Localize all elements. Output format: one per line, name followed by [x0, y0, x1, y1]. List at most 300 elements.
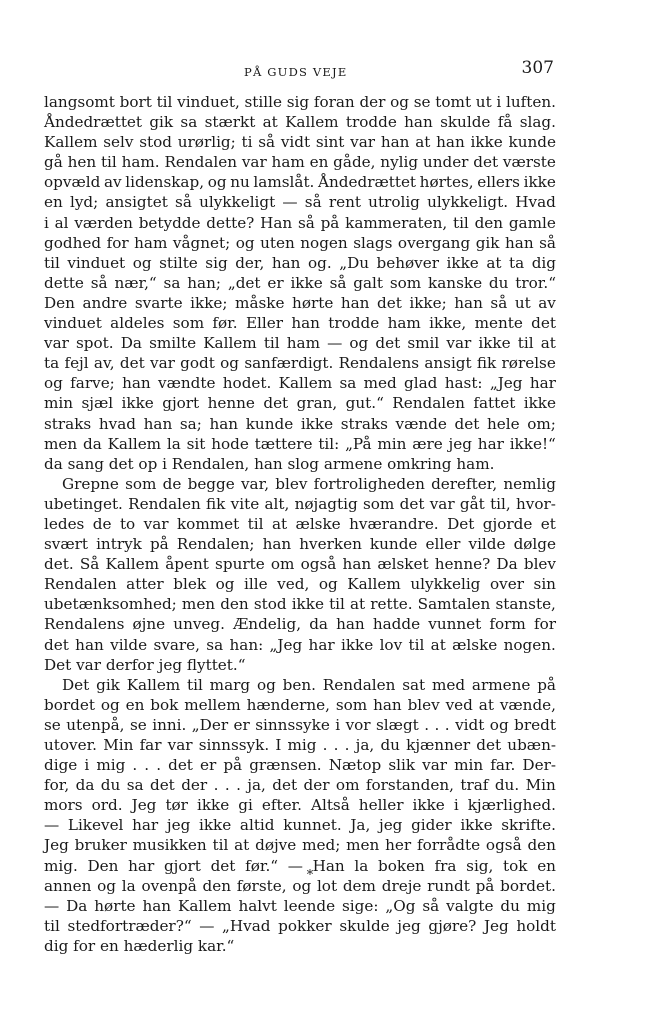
word: kjænner — [406, 736, 471, 754]
word: han — [373, 695, 402, 714]
word: kanske — [428, 273, 483, 292]
word: far — [139, 736, 162, 754]
word: rette. — [370, 595, 413, 614]
word: den — [202, 876, 232, 895]
word: så — [90, 273, 108, 292]
word: var — [143, 514, 169, 533]
word: sat — [402, 675, 426, 694]
word: forrådte — [416, 836, 481, 855]
word: Min — [103, 736, 134, 754]
word: om; — [527, 414, 556, 433]
text-line — [44, 735, 556, 755]
word: foran — [313, 93, 355, 111]
line-text: da sang det op i Rendalen, han slog armene omkring ham. — [44, 454, 495, 473]
word: lov — [379, 635, 403, 654]
word: så — [329, 273, 347, 292]
word: værste — [502, 153, 556, 172]
word: . — [434, 715, 440, 734]
word: . — [213, 776, 219, 795]
word: vågnet; — [172, 233, 231, 252]
word: andre — [82, 293, 128, 312]
word: fik — [476, 354, 497, 373]
word: til — [517, 334, 534, 353]
word: og — [100, 695, 120, 714]
word: halvt — [238, 896, 277, 915]
word: Likevel — [67, 816, 124, 835]
word: med — [431, 675, 466, 694]
word: Altså — [311, 796, 350, 815]
word: la — [121, 876, 136, 895]
word: av, — [93, 354, 115, 373]
word: det — [399, 494, 425, 513]
word: gik — [475, 233, 500, 252]
word: se — [44, 715, 61, 734]
word: stærkt — [204, 113, 256, 132]
word: det — [263, 394, 289, 413]
word: dig — [531, 253, 556, 272]
word: så — [297, 213, 315, 232]
word: jeg — [378, 816, 403, 835]
word: ta — [44, 354, 60, 373]
word: vor — [345, 715, 371, 734]
word: Kallem — [126, 675, 181, 694]
word: langsomt — [44, 93, 115, 111]
word: ikke — [300, 414, 334, 433]
word: om — [335, 776, 360, 795]
text-line — [44, 795, 556, 815]
word: en — [125, 695, 145, 714]
word: form — [489, 615, 526, 634]
word: godhed — [44, 233, 102, 252]
word: det — [531, 314, 556, 333]
word: i — [84, 756, 90, 775]
word: til — [187, 675, 203, 694]
word: . — [224, 776, 230, 795]
word: Kallem — [178, 896, 232, 915]
word: fra — [434, 856, 457, 875]
text-line — [44, 414, 556, 434]
word: fejl — [64, 354, 89, 373]
word: også — [485, 836, 522, 855]
word: av — [103, 173, 122, 192]
word: nylig — [380, 153, 419, 172]
word: „Jeg — [269, 635, 303, 654]
text-line — [44, 434, 556, 454]
word: han — [271, 253, 301, 272]
word: Så — [79, 555, 100, 574]
word: ulykkeligt. — [427, 193, 509, 212]
word: til — [408, 635, 425, 654]
word: lidenskap, — [125, 173, 205, 192]
word: to — [119, 514, 136, 533]
word: I — [275, 736, 282, 754]
word: tror.“ — [515, 273, 556, 292]
word: første, — [236, 876, 287, 895]
word: så — [539, 233, 556, 252]
text-line — [44, 213, 556, 233]
word: og — [97, 876, 117, 895]
word: ellers — [477, 173, 520, 192]
word: ansigt — [424, 354, 472, 373]
running-title: PÅ GUDS VEJE — [244, 65, 348, 79]
word: på — [149, 535, 169, 554]
word: hadde — [372, 615, 421, 634]
word: smilte — [149, 334, 197, 353]
word: boken — [378, 856, 425, 875]
word: dette — [44, 273, 84, 292]
text-line — [44, 554, 556, 574]
word: var — [149, 354, 175, 373]
word: bredt — [514, 715, 556, 734]
word: var — [241, 153, 267, 172]
word: sige: — [342, 896, 379, 915]
word: Det — [447, 514, 475, 533]
word: vilde — [110, 635, 148, 654]
word: hode — [211, 434, 249, 453]
word: at — [486, 253, 502, 272]
word: det — [377, 293, 402, 312]
word: som — [335, 695, 368, 714]
word: gjort — [162, 394, 200, 413]
word: lamslåt. — [253, 173, 315, 192]
word: ære — [412, 434, 443, 453]
word: du — [380, 736, 400, 754]
text-line — [44, 112, 556, 132]
word: lyd; — [69, 193, 99, 212]
word: den — [527, 836, 556, 855]
word: sa; — [179, 414, 202, 433]
word: ikke — [470, 133, 503, 152]
word: med — [363, 374, 397, 393]
word: fortroligheden — [313, 474, 425, 493]
word: i — [44, 213, 49, 232]
word: hørtes, — [419, 173, 474, 192]
word: ikke — [290, 273, 323, 292]
word: trodde — [345, 113, 397, 132]
word: leende — [283, 896, 336, 915]
word: gamle — [508, 213, 556, 232]
word: utrolig — [368, 193, 420, 212]
word: henne — [207, 394, 255, 413]
word: Kallem — [107, 434, 162, 453]
word: til — [44, 916, 60, 935]
word: ille — [244, 575, 268, 594]
text-line — [44, 474, 556, 494]
word: begge — [187, 474, 235, 493]
word: Jeg — [44, 836, 69, 855]
word: ovenpå — [141, 876, 197, 895]
word: og — [132, 253, 152, 272]
word: ikke!“ — [509, 434, 556, 453]
word: ikke — [460, 816, 493, 835]
word: . — [344, 736, 350, 754]
word: før.“ — [245, 856, 279, 875]
word: gå — [44, 153, 63, 172]
word: blev — [275, 474, 308, 493]
word: det. — [44, 555, 74, 574]
word: rent — [328, 193, 361, 212]
word: — — [44, 816, 60, 835]
word: luften. — [506, 93, 556, 111]
page-header — [44, 58, 554, 88]
word: og — [256, 675, 276, 694]
word: sig — [286, 93, 310, 111]
word: hvad — [98, 414, 136, 433]
word: på — [475, 876, 495, 895]
word: ikke; — [409, 293, 447, 312]
text-line — [44, 534, 556, 554]
word: kjærlighed. — [467, 796, 556, 815]
text-line — [44, 655, 556, 675]
word: Den — [44, 293, 75, 312]
word: ikke — [523, 394, 556, 413]
word: vænde, — [499, 695, 556, 714]
word: . — [236, 776, 241, 795]
text-line — [44, 755, 556, 775]
word: Kallem — [278, 374, 333, 393]
word: at — [430, 635, 446, 654]
word: vilde — [468, 535, 506, 554]
word: det — [476, 736, 502, 754]
word: var — [422, 756, 448, 775]
word: det — [272, 776, 298, 795]
word: sa — [180, 113, 198, 132]
word: . — [322, 736, 328, 754]
word: ham — [271, 153, 305, 172]
word: av — [538, 293, 556, 312]
word: Da — [66, 896, 88, 915]
word: og — [390, 93, 410, 111]
word: så — [175, 193, 192, 212]
word: marg — [209, 675, 251, 694]
word: da — [309, 615, 328, 634]
text-line — [44, 614, 556, 634]
word: han — [262, 535, 292, 554]
word: blek — [173, 575, 207, 594]
word: Da — [120, 334, 142, 353]
word: sig, — [466, 856, 494, 875]
word: har — [132, 816, 159, 835]
word: min — [377, 434, 407, 453]
word: stanste, — [495, 595, 556, 614]
word: vite — [230, 494, 260, 513]
word: Åndedrættet — [318, 173, 417, 192]
word: ord. — [91, 796, 123, 815]
word: og — [207, 173, 227, 192]
text-line — [44, 273, 556, 293]
word: han: — [229, 635, 264, 654]
word: tok — [503, 856, 528, 875]
word: gik — [149, 113, 174, 132]
word: slik — [388, 756, 416, 775]
word: Samtalen — [417, 595, 491, 614]
word: han — [436, 133, 465, 152]
text-line — [44, 353, 556, 373]
word: smil — [407, 334, 440, 353]
text-line — [44, 92, 556, 112]
word: gran, — [296, 394, 338, 413]
word: har — [529, 374, 556, 393]
word: men — [181, 595, 216, 614]
word: tomt — [435, 93, 472, 111]
word: gut.“ — [345, 394, 384, 413]
word: bordet. — [500, 876, 556, 895]
word: og — [235, 233, 255, 252]
word: åpent — [165, 555, 209, 574]
text-line — [44, 333, 556, 353]
text-line — [44, 594, 556, 614]
word: min — [44, 394, 74, 413]
word: Han — [312, 856, 345, 875]
word: der, — [235, 253, 265, 272]
text-line — [44, 172, 556, 192]
word: „Og — [385, 896, 416, 915]
word: var — [350, 133, 376, 152]
word: behøver — [376, 253, 440, 272]
word: mig. — [44, 856, 78, 875]
word: stod — [253, 595, 287, 614]
word: hørte — [94, 896, 136, 915]
word: ikke — [291, 595, 324, 614]
text-line — [44, 815, 556, 835]
word: Ja, — [350, 816, 371, 835]
word: se — [129, 715, 147, 734]
word: svært — [44, 535, 89, 554]
word: til — [263, 334, 280, 353]
word: at — [262, 113, 278, 132]
word: til: — [318, 434, 340, 453]
word: og — [489, 715, 509, 734]
word: ikke — [196, 796, 230, 815]
word: ikke — [121, 394, 154, 413]
word: musikken — [132, 836, 207, 855]
word: jeg — [166, 816, 191, 835]
word: Rendalen — [392, 394, 465, 413]
word: Der- — [522, 756, 556, 775]
word: dreje — [381, 876, 422, 895]
word: han — [75, 635, 104, 654]
word: til — [329, 595, 345, 614]
word: skrifte. — [501, 816, 556, 835]
word: han — [342, 555, 372, 574]
word: er — [200, 756, 217, 775]
word: ikke — [198, 816, 232, 835]
word: ælske — [452, 635, 498, 654]
line-text: Det var derfor jeg flyttet.“ — [44, 655, 246, 674]
word: sanfærdigt. — [244, 354, 334, 373]
word: få — [497, 113, 513, 132]
word: Åndedrættet — [44, 113, 143, 132]
word: var — [44, 334, 69, 353]
word: hast: — [444, 374, 483, 393]
word: og — [318, 575, 338, 594]
text-line — [44, 775, 556, 795]
word: sin — [533, 575, 556, 594]
text-line — [44, 152, 556, 172]
word: dølge — [513, 535, 556, 554]
word: ham — [387, 314, 421, 333]
word: gjort — [163, 856, 201, 875]
word: til — [44, 253, 60, 272]
word: gik — [96, 675, 120, 694]
word: til — [452, 213, 469, 232]
word: du — [500, 896, 520, 915]
word: selv — [103, 133, 134, 152]
word: Rendalens — [44, 615, 125, 634]
word: sa — [126, 776, 144, 795]
word: mors — [44, 796, 83, 815]
word: „På — [345, 434, 372, 453]
word: har — [308, 635, 335, 654]
word: jeg — [448, 434, 472, 453]
word: straks — [44, 414, 92, 433]
word: for — [533, 615, 556, 634]
section-end-ornament: * — [306, 868, 314, 883]
word: sinnssyke — [255, 715, 330, 734]
word: aldeles — [110, 314, 165, 333]
text-line — [44, 373, 556, 393]
word: Kallem — [285, 113, 339, 132]
word: intryk — [96, 535, 142, 554]
word: at — [540, 334, 556, 353]
word: er — [233, 715, 250, 734]
word: slag. — [519, 113, 556, 132]
word: var — [167, 736, 193, 754]
word: vænde — [395, 414, 447, 433]
word: Rendalen — [322, 675, 396, 694]
word: ja, — [247, 776, 266, 795]
text-line — [44, 916, 556, 936]
word: sint — [315, 133, 345, 152]
word: la — [354, 856, 369, 875]
word: med; — [302, 836, 341, 855]
word: så — [304, 193, 322, 212]
word: mellem — [184, 695, 241, 714]
word: holdt — [516, 916, 556, 935]
word: skulde — [440, 113, 491, 132]
word: Min — [525, 776, 556, 795]
word: nu — [230, 173, 250, 192]
word: bok — [150, 695, 179, 714]
word: det — [168, 756, 193, 775]
word: måske — [235, 293, 285, 312]
word: Jeg — [483, 916, 509, 935]
word: tør — [165, 796, 188, 815]
word: far. — [490, 756, 516, 775]
word: sjæl — [81, 394, 114, 413]
word: grænsen. — [249, 756, 322, 775]
word: — — [44, 896, 60, 915]
word: annen — [44, 876, 92, 895]
word: ved, — [277, 575, 310, 594]
word: på — [537, 675, 556, 694]
text-line — [44, 896, 556, 916]
word: Da — [496, 555, 518, 574]
word: de — [162, 474, 182, 493]
word: en — [537, 856, 556, 875]
word: dem — [342, 876, 376, 895]
word: ikke — [523, 173, 556, 192]
word: en — [309, 153, 329, 172]
word: valgte — [446, 896, 494, 915]
word: urørlig; — [177, 133, 236, 152]
word: i — [335, 715, 341, 734]
word: . — [333, 736, 339, 754]
word: i — [453, 796, 459, 815]
word: fattet — [473, 394, 516, 413]
word: var — [446, 334, 472, 353]
word: døjve — [255, 836, 297, 855]
